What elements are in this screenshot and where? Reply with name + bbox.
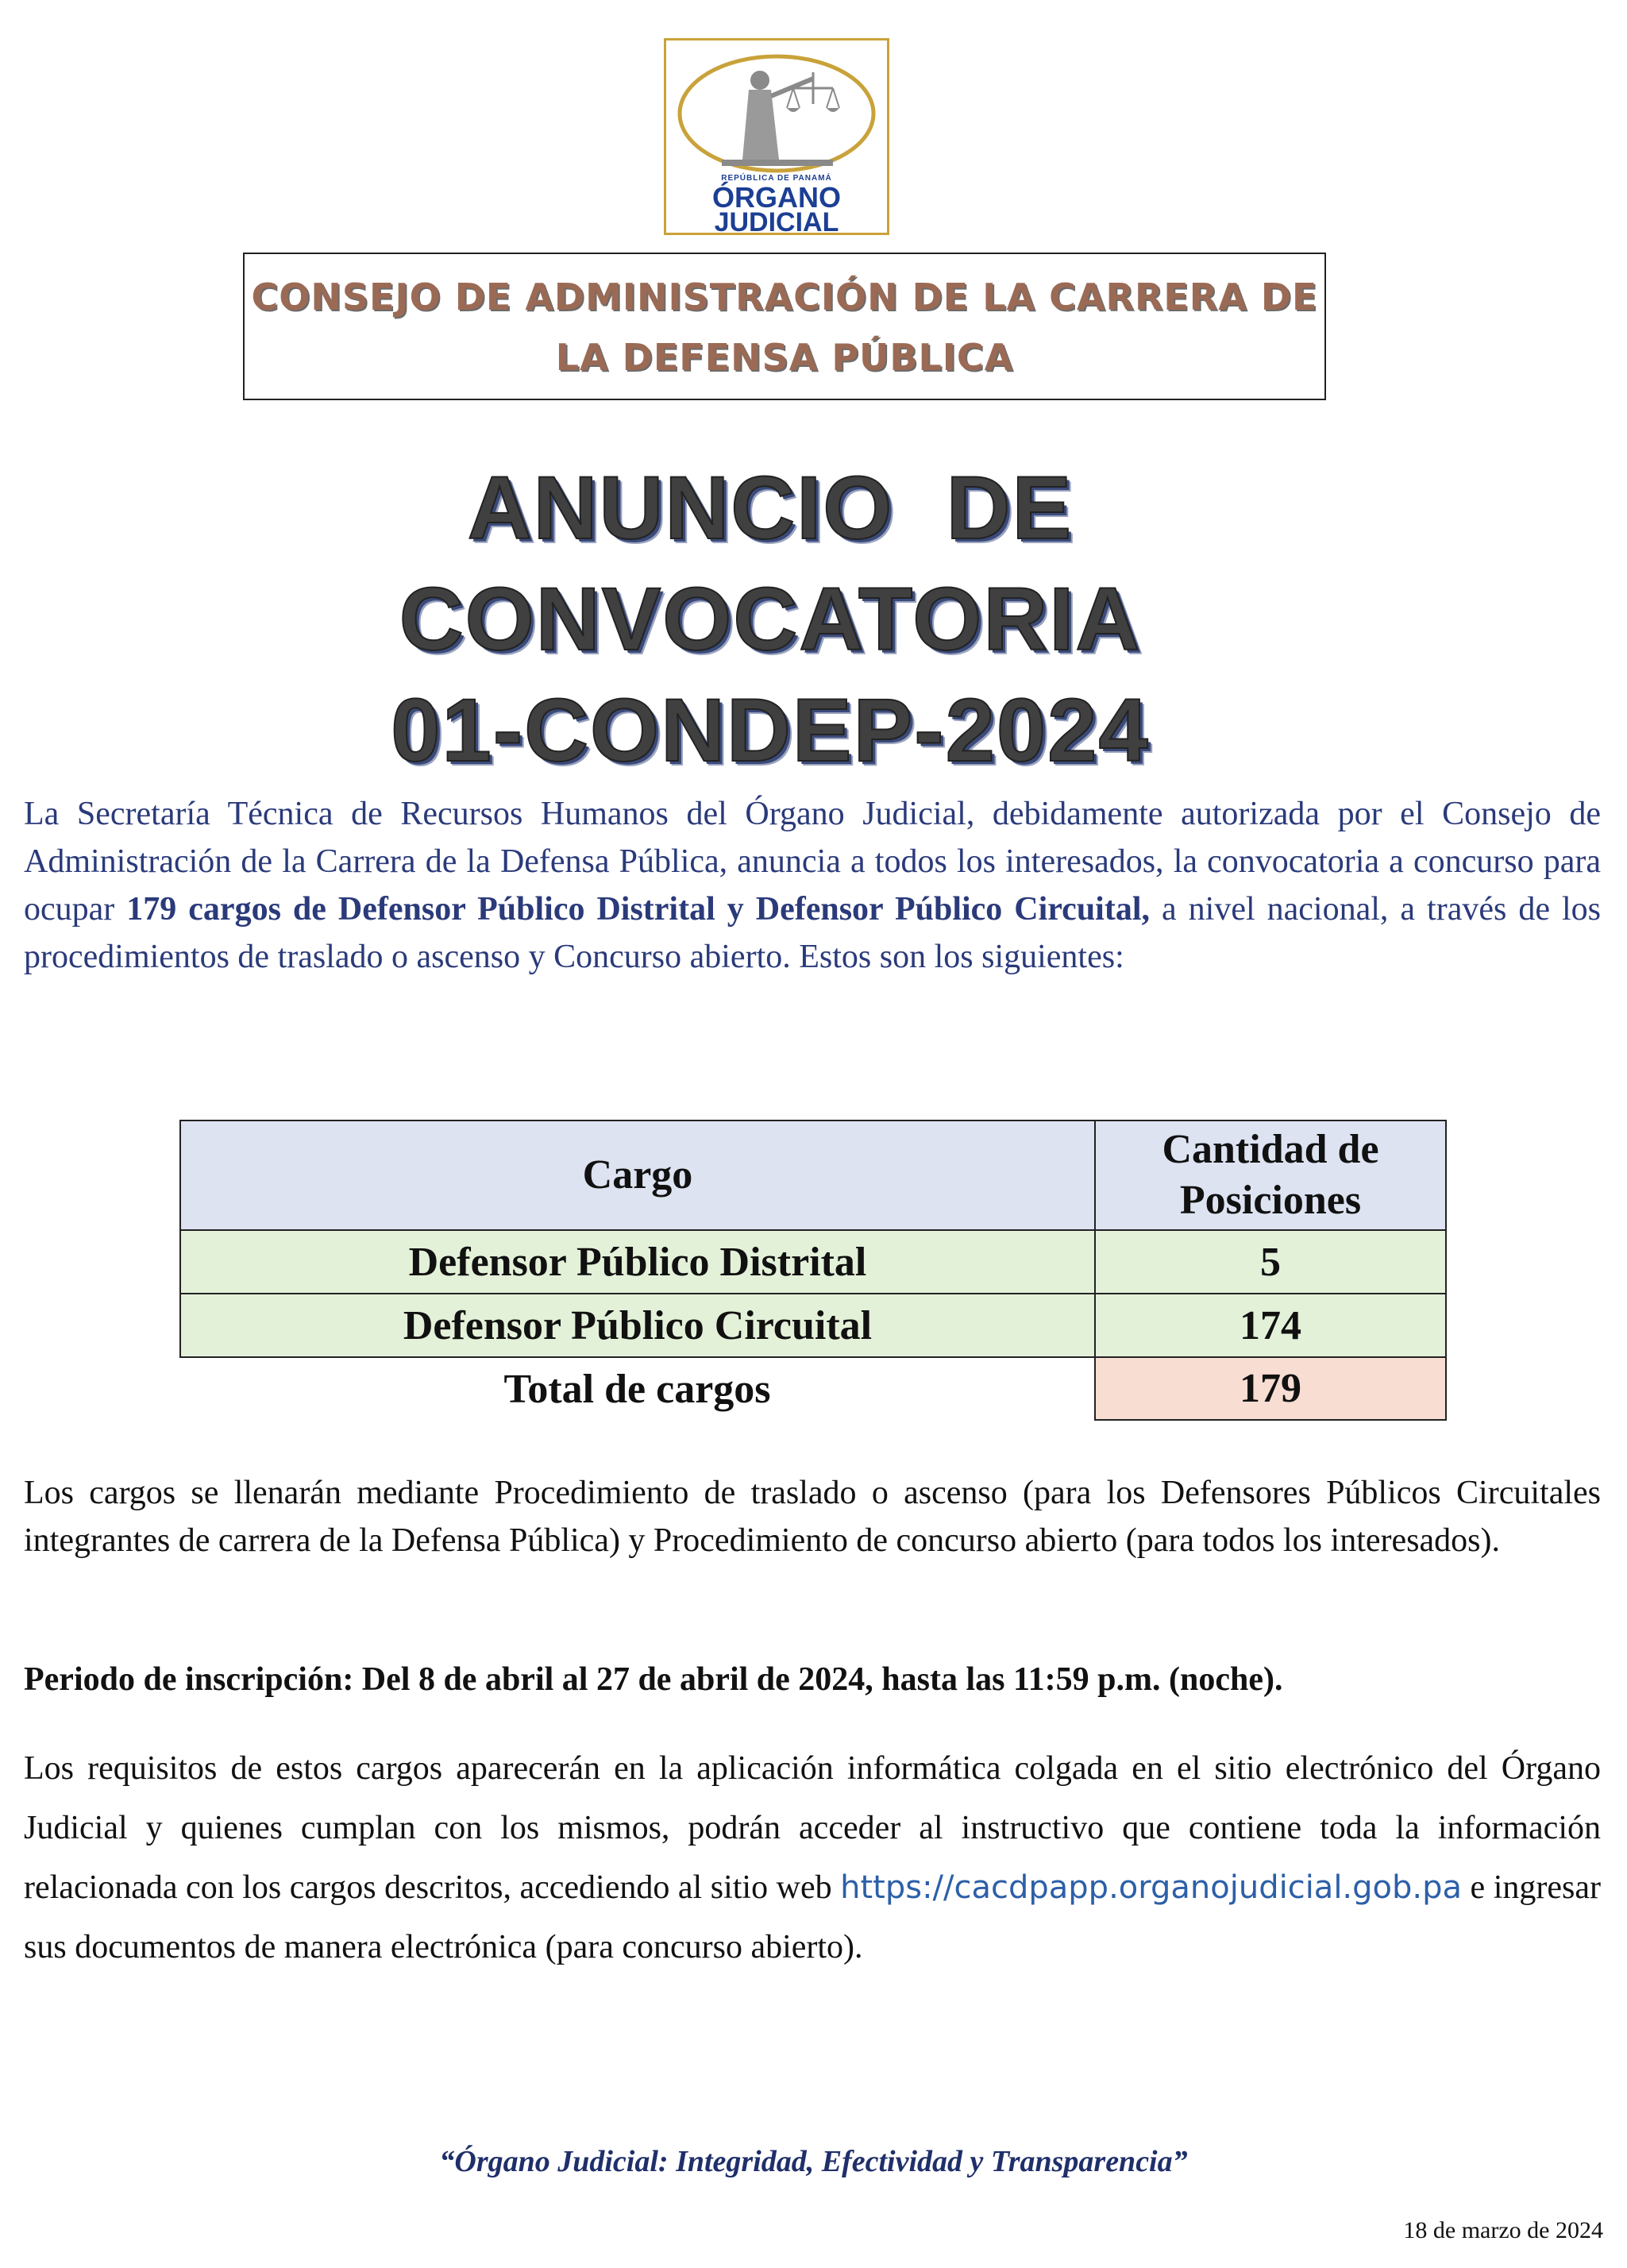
header-cargo: Cargo	[180, 1120, 1095, 1230]
council-heading-box	[243, 253, 1326, 400]
title-line-1: ANUNCIO DE	[467, 458, 1074, 557]
registration-period: Periodo de inscripción: Del 8 de abril al 27 de abril de 2024, hasta las 11:59 p.m. (noche).	[24, 1661, 1283, 1698]
cacdp-app-link[interactable]: https://cacdpapp.organojudicial.gob.pa	[840, 1869, 1463, 1906]
row-cargo: Defensor Público Circuital	[180, 1294, 1095, 1357]
positions-table	[179, 1120, 1447, 1421]
row-cantidad: 5	[1095, 1230, 1446, 1294]
total-value: 179	[1095, 1357, 1446, 1420]
table-row	[180, 1230, 1446, 1294]
table-header-row	[180, 1120, 1446, 1230]
logo-judicial-text: JUDICIAL	[714, 207, 839, 237]
logo-republic-text: REPÚBLICA DE PANAMÁ	[721, 174, 832, 183]
requirements-paragraph	[24, 1739, 1601, 1977]
institutional-motto: “Órgano Judicial: Integridad, Efectividad y Transparencia”	[439, 2145, 1188, 2178]
intro-text-start: La Secretaría Técnica de Recursos Humanos del Órgano Judicial, debidamente autorizada por el Consejo de Administración de la Carrera de la Defensa Pública, anuncia a todos los interesados, la convocatoria a concurso para ocupar	[24, 796, 1601, 928]
announcement-title	[0, 453, 1540, 786]
intro-paragraph	[24, 790, 1601, 981]
table-total-row	[180, 1357, 1446, 1420]
requirements-text-start: Los requisitos de estos cargos aparecerán en la aplicación informática colgada en el sitio electrónico del Órgano Judicial y quienes cumplan con los mismos, podrán acceder al instructivo que contiene toda la información relacionada con los cargos descritos, accediendo al sitio web	[24, 1750, 1601, 1906]
organo-judicial-logo	[664, 38, 889, 235]
document-date: 18 de marzo de 2024	[1403, 2217, 1603, 2243]
council-line-1: CONSEJO DE ADMINISTRACIÓN DE LA CARRERA DE	[251, 276, 1318, 318]
intro-bold-text: 179 cargos de Defensor Público Distrital y Defensor Público Circuital,	[126, 891, 1151, 928]
title-line-3: 01-CONDEP-2024	[391, 681, 1150, 780]
intro-text-end: a nivel nacional, a través de los procedimientos de traslado o ascenso y Concurso abierto. Estos son los siguientes:	[24, 891, 1601, 975]
council-line-2: LA DEFENSA PÚBLICA	[555, 336, 1014, 379]
table-row	[180, 1294, 1446, 1357]
total-label: Total de cargos	[503, 1366, 771, 1412]
requirements-text-end: e ingresar sus documentos de manera electrónica (para concurso abierto).	[24, 1869, 1601, 1965]
row-cantidad: 174	[1095, 1294, 1446, 1357]
title-line-2: CONVOCATORIA	[399, 569, 1142, 669]
header-cantidad: Cantidad de Posiciones	[1095, 1120, 1446, 1230]
procedure-paragraph: Los cargos se llenarán mediante Procedimiento de traslado o ascenso (para los Defensores Públicos Circuitales integrantes de carrera de la Defensa Pública) y Procedimiento de concurso abierto (para todos los interesados).	[24, 1475, 1601, 1559]
justice-statue-icon	[666, 40, 887, 176]
row-cargo: Defensor Público Distrital	[180, 1230, 1095, 1294]
logo-organo-text: ÓRGANO	[712, 181, 841, 214]
